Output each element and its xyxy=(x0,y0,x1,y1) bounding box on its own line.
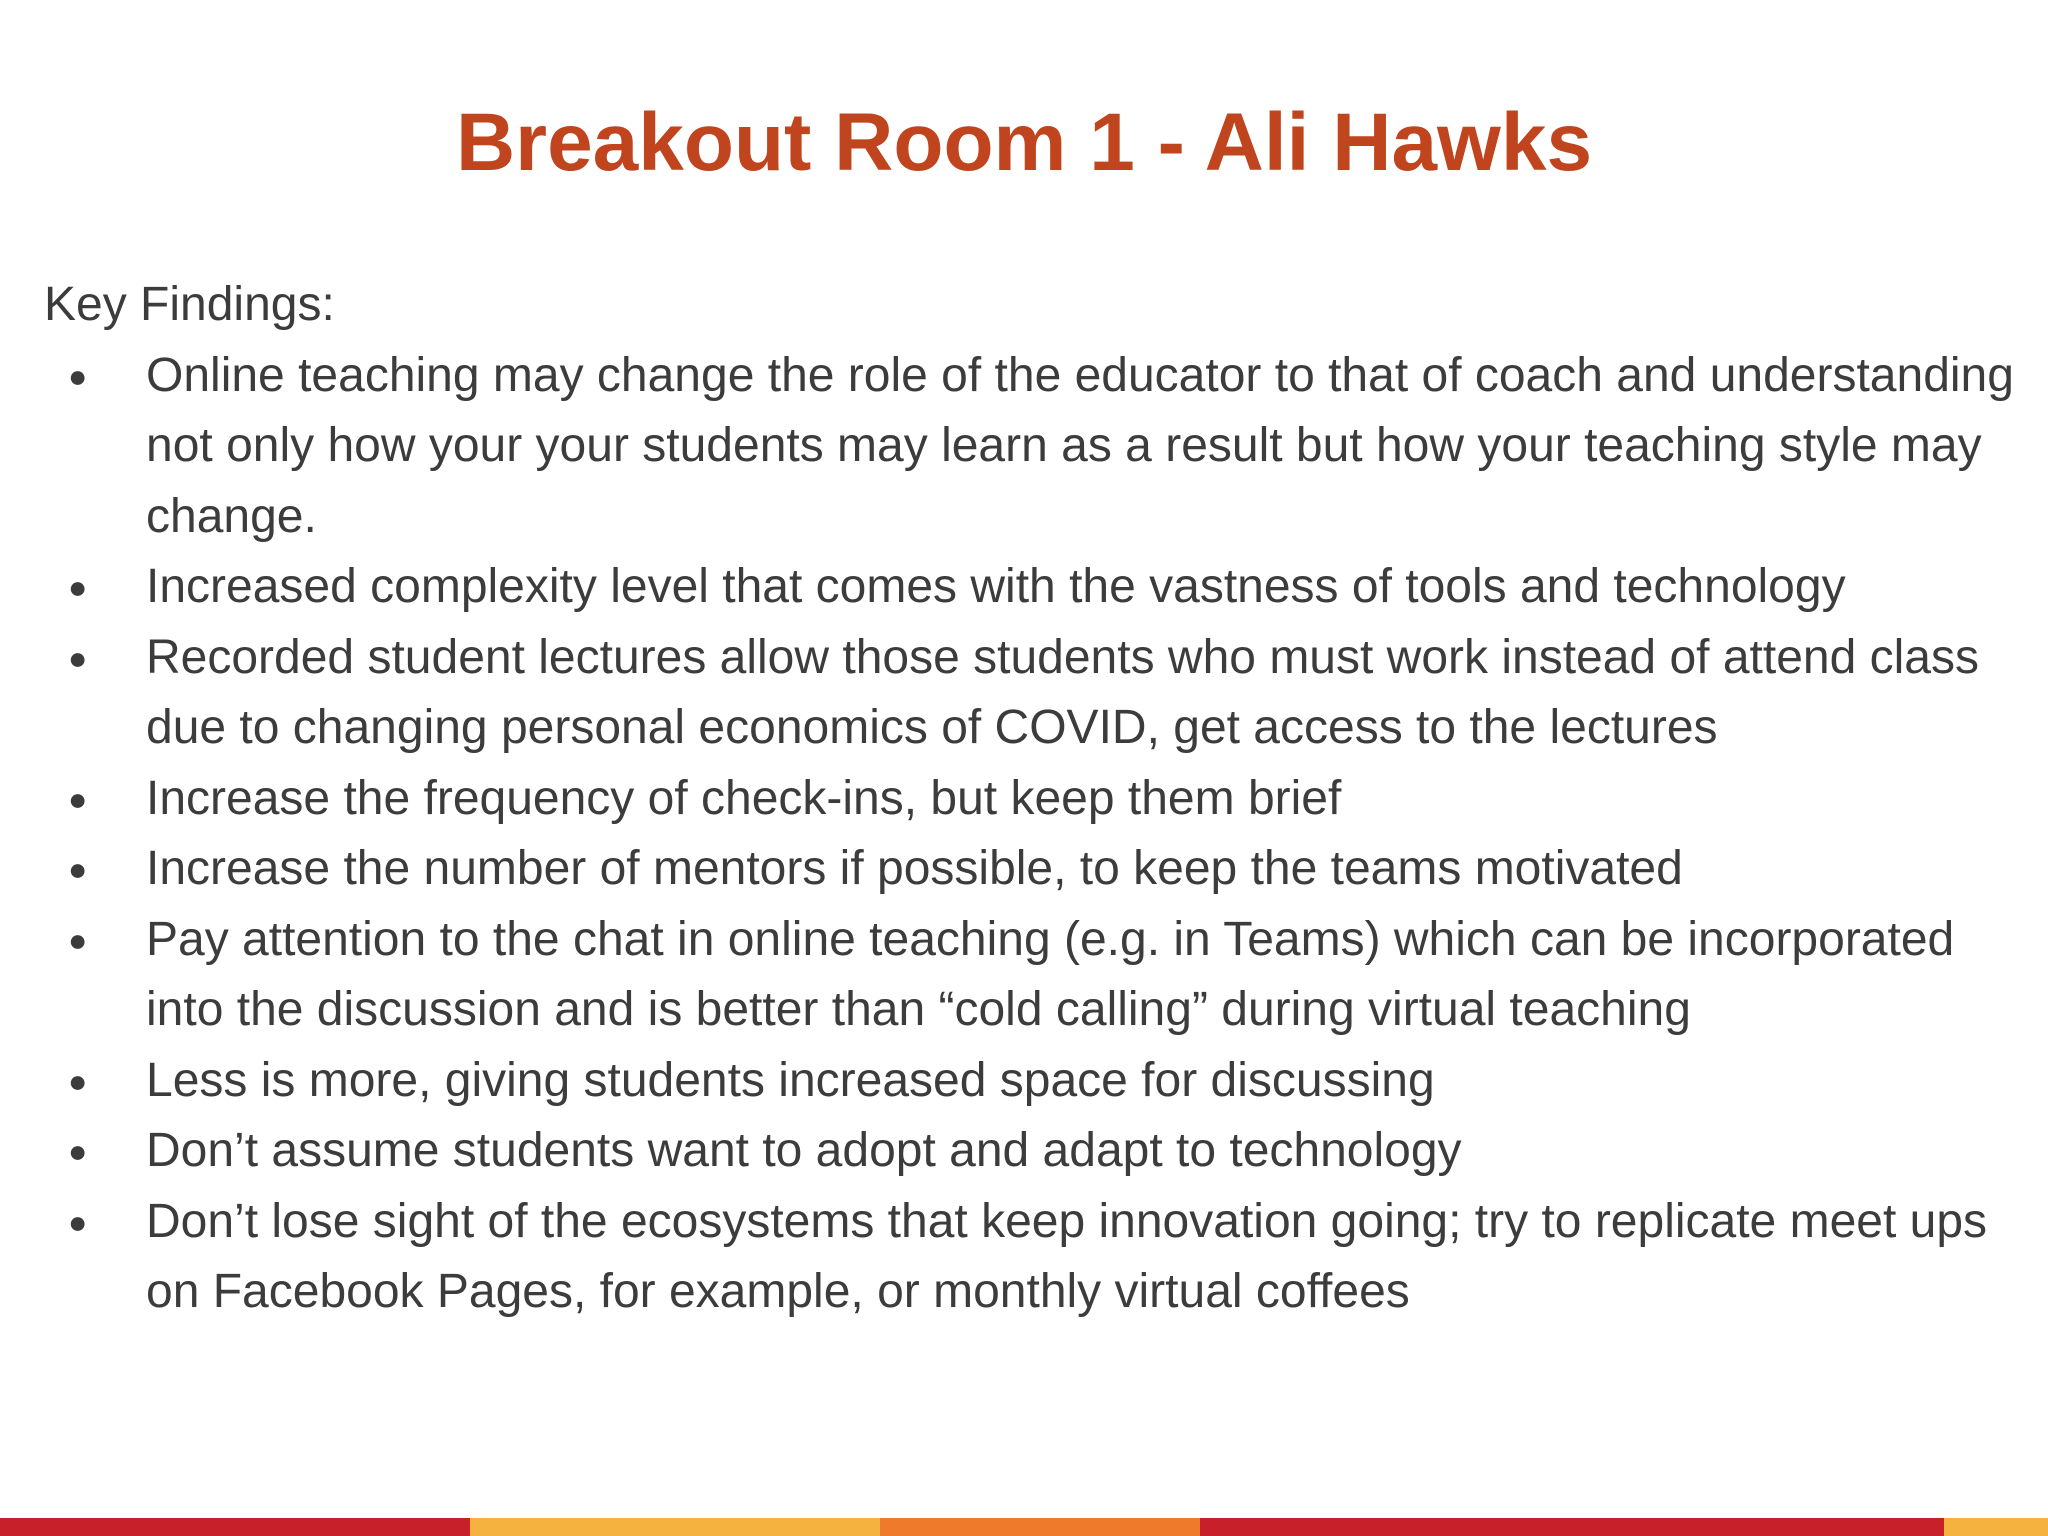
bullet-icon: ● xyxy=(68,357,88,394)
footer-stripe-red xyxy=(1200,1518,1944,1536)
finding-item xyxy=(44,552,2024,623)
footer-color-bar xyxy=(0,1518,2048,1536)
finding-item xyxy=(44,834,2024,905)
finding-item xyxy=(44,623,2024,764)
finding-text: Online teaching may change the role of the educator to that of coach and understanding not only how your your students may learn as a result but how your teaching style may change. xyxy=(146,348,2014,543)
bullet-icon: ● xyxy=(68,780,88,817)
bullet-icon: ● xyxy=(68,1133,88,1169)
footer-stripe-orange xyxy=(880,1518,1200,1536)
finding-text: Recorded student lectures allow those students who must work instead of attend class due to changing personal economics of COVID, get access to the lectures xyxy=(146,630,1979,754)
bullet-icon: ● xyxy=(68,1062,88,1099)
finding-text: Increase the frequency of check-ins, but keep them brief xyxy=(146,771,1342,825)
finding-text: Less is more, giving students increased space for discussing xyxy=(146,1053,1435,1107)
footer-stripe-red xyxy=(0,1518,470,1536)
slide-body xyxy=(44,270,2024,1328)
finding-text: Increased complexity level that comes with the vastness of tools and technology xyxy=(146,560,1846,613)
finding-text: Don’t lose sight of the ecosystems that keep innovation going; try to replicate meet ups on Facebook Pages, for example, or monthly virtual coffees xyxy=(146,1194,1988,1318)
footer-stripe-yellow xyxy=(470,1518,880,1536)
finding-item xyxy=(44,1116,2024,1187)
finding-item xyxy=(44,1046,2024,1117)
bullet-icon: ● xyxy=(68,1203,88,1240)
finding-text: Pay attention to the chat in online teaching (e.g. in Teams) which can be incorporated into the discussion and is better than “cold calling” during virtual teaching xyxy=(146,912,1955,1036)
finding-item xyxy=(44,1187,2024,1328)
finding-item xyxy=(44,905,2024,1046)
finding-text: Increase the number of mentors if possible, to keep the teams motivated xyxy=(146,842,1683,895)
footer-stripe-yellow xyxy=(1944,1518,2048,1536)
bullet-icon: ● xyxy=(68,921,88,958)
bullet-icon: ● xyxy=(68,639,88,676)
finding-item xyxy=(44,764,2024,835)
findings-list xyxy=(44,341,2024,1328)
bullet-icon: ● xyxy=(68,569,88,605)
finding-item xyxy=(44,341,2024,553)
slide-title: Breakout Room 1 - Ali Hawks xyxy=(455,97,1593,188)
key-findings-heading: Key Findings: xyxy=(44,278,335,331)
finding-text: Don’t assume students want to adopt and adapt to technology xyxy=(146,1124,1462,1177)
bullet-icon: ● xyxy=(68,851,88,887)
